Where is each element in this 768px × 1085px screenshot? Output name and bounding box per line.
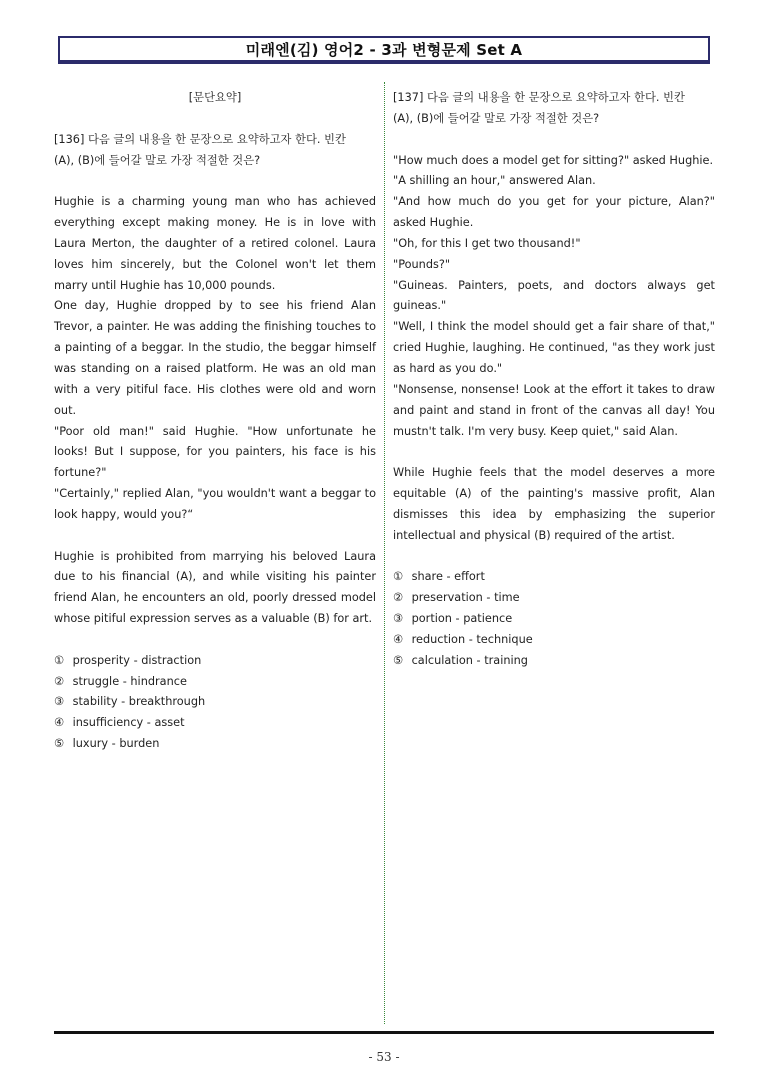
question-137-line2: (A), (B)에 들어갈 말로 가장 적절한 것은? (393, 111, 600, 125)
answer-options (54, 651, 376, 755)
passage-paragraph: "Well, I think the model should get a fair share of that," cried Hughie, laughing. He continued, "as they work just as hard as you do." (393, 320, 715, 375)
summary-sentence: While Hughie feels that the model deserves a more equitable (A) of the painting's massive profit, Alan dismisses this idea by emphasizing the superior intellectual and physical (B) required of the artist. (393, 466, 715, 542)
answer-option[interactable]: ② preservation - time (393, 591, 520, 605)
page-header (58, 36, 710, 64)
passage-paragraph: "Certainly," replied Alan, "you wouldn't want a beggar to look happy, would you?“ (54, 487, 376, 521)
passage-paragraph: "Poor old man!" said Hughie. "How unfortunate he looks! But I suppose, for you painters, his face is his fortune?" (54, 424, 376, 480)
answer-options (393, 567, 715, 671)
passage-paragraph: Hughie is a charming young man who has achieved everything except making money. He is in love with Laura Merton, the daughter of a retired colonel. Laura loves him sincerely, but the Colonel won't let them marry until Hughie has 10,000 pounds. (54, 195, 376, 292)
passage-paragraph: "Nonsense, nonsense! Look at the effort it takes to draw and paint and stand in front of the canvas all day! You mustn't talk. I'm very busy. Keep quiet," said Alan. (393, 382, 715, 438)
section-label: [문단요약] (188, 91, 242, 104)
passage-paragraph: "Guineas. Painters, poets, and doctors always get guineas." (393, 278, 715, 313)
passage-paragraph: "A shilling an hour," answered Alan. (393, 174, 596, 188)
footer-rule (54, 1031, 714, 1034)
question-136-line2: (A), (B)에 들어갈 말로 가장 적절한 것은? (54, 153, 261, 167)
answer-option[interactable]: ① prosperity - distraction (54, 653, 202, 667)
page-number: - 53 - (368, 1050, 400, 1064)
question-137-line1: [137] 다음 글의 내용을 한 문장으로 요약하고자 한다. 빈칸 (393, 91, 685, 104)
answer-option[interactable]: ③ portion - patience (393, 612, 513, 626)
answer-option[interactable]: ⑤ calculation - training (393, 653, 528, 667)
right-column (393, 88, 715, 672)
answer-option[interactable]: ④ insufficiency - asset (54, 716, 185, 730)
passage-paragraph: "How much does a model get for sitting?" asked Hughie. (393, 153, 714, 167)
left-column (54, 88, 376, 755)
answer-option[interactable]: ⑤ luxury - burden (54, 737, 160, 751)
answer-option[interactable]: ② struggle - hindrance (54, 674, 187, 688)
passage-paragraph: "Pounds?" (393, 257, 451, 271)
page-title: 미래엔(김) 영어2 - 3과 변형문제 Set A (245, 40, 523, 59)
passage-paragraph: "And how much do you get for your picture, Alan?" asked Hughie. (393, 195, 715, 230)
answer-option[interactable]: ③ stability - breakthrough (54, 695, 206, 709)
answer-option[interactable]: ① share - effort (393, 570, 485, 584)
passage-paragraph: One day, Hughie dropped by to see his friend Alan Trevor, a painter. He was adding the finishing touches to a painting of a beggar. In the studio, the beggar himself was standing on a raised platform. He was an old man with a very pitiful face. His clothes were old and worn out. (54, 299, 376, 417)
passage-paragraph: "Oh, for this I get two thousand!" (393, 236, 581, 250)
column-divider (384, 82, 385, 1024)
question-136-line1: [136] 다음 글의 내용을 한 문장으로 요약하고자 한다. 빈칸 (54, 132, 346, 146)
answer-option[interactable]: ④ reduction - technique (393, 632, 533, 646)
summary-sentence: Hughie is prohibited from marrying his beloved Laura due to his financial (A), and while visiting his painter friend Alan, he encounters an old, poorly dressed model whose pitiful expression serves as a valuable (B) for art. (54, 549, 376, 626)
